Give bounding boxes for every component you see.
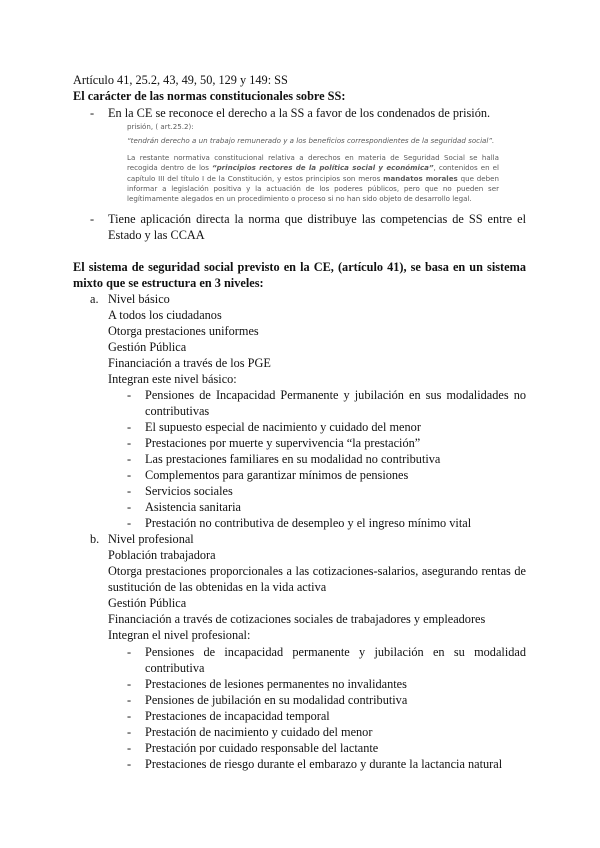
excerpt-text: , contenidos en el capítulo III del título I de la Constitución, y estos principios son meros: [127, 163, 499, 183]
basico-bullet-item: Las prestaciones familiares en su modalidad no contributiva: [145, 452, 441, 466]
profesional-bullet-item: Pensiones de incapacidad permanente y jubilación en su modalidad: [145, 645, 526, 659]
excerpt-ref: prisión, ( art.25.2):: [127, 122, 194, 131]
nivel-basico-title: Nivel básico: [108, 292, 170, 306]
nivel-profesional-line-cont: sustitución de las obtenidas en la vida activa: [108, 580, 327, 594]
section-title-normas: El carácter de las normas constitucionales sobre SS:: [73, 89, 346, 103]
excerpt-mandatos: mandatos morales: [383, 173, 458, 183]
nivel-basico-line: Otorga prestaciones uniformes: [108, 324, 259, 338]
dash-bullet: -: [127, 420, 132, 434]
basico-bullet-item: Servicios sociales: [145, 484, 233, 498]
dash-bullet: -: [127, 645, 132, 659]
nivel-basico-line: Integran este nivel básico:: [108, 372, 237, 386]
nivel-profesional-line: Integran el nivel profesional:: [108, 628, 251, 642]
basico-bullet-item: Prestaciones por muerte y supervivencia “la prestación”: [145, 436, 421, 450]
profesional-bullet-item: Prestación de nacimiento y cuidado del menor: [145, 725, 373, 739]
excerpt-text: que deben informar a legislación positiva y la actuación de los poderes públicos, pero que no pueden ser legítimamente alegados en un procedimiento o proceso si no han sido objeto de desarrollo legal.: [127, 173, 499, 204]
nivel-profesional-line: Gestión Pública: [108, 596, 187, 610]
nivel-profesional-line: Financiación a través de cotizaciones sociales de trabajadores y empleadores: [108, 612, 486, 626]
dash-bullet: -: [127, 677, 132, 691]
excerpt-paragraph: [127, 153, 499, 205]
dash-bullet: -: [127, 484, 132, 498]
section-title-sistema: El sistema de seguridad social previsto en la CE, (artículo 41), se basa en un sistema: [73, 260, 526, 274]
nivel-basico-line: Financiación a través de los PGE: [108, 356, 271, 370]
dash-bullet: -: [127, 516, 132, 530]
dash-bullet: -: [127, 757, 132, 771]
dash-bullet: -: [127, 725, 132, 739]
profesional-bullet-item: Prestaciones de lesiones permanentes no invalidantes: [145, 677, 407, 691]
nivel-profesional-title: Nivel profesional: [108, 532, 194, 546]
item-derecho-condenados: En la CE se reconoce el derecho a la SS a favor de los condenados de prisión.: [108, 106, 491, 120]
dash-bullet: -: [90, 106, 95, 120]
quoted-excerpt: [127, 122, 499, 205]
basico-bullet-item: Prestación no contributiva de desempleo y el ingreso mínimo vital: [145, 516, 472, 530]
basico-bullet-item: Complementos para garantizar mínimos de pensiones: [145, 468, 409, 482]
dash-bullet: -: [127, 741, 132, 755]
nivel-basico-line: A todos los ciudadanos: [108, 308, 222, 322]
profesional-bullet-item: Prestación por cuidado responsable del lactante: [145, 741, 379, 755]
nivel-profesional-line: Otorga prestaciones proporcionales a las cotizaciones-salarios, asegurando rentas de: [108, 564, 526, 578]
profesional-bullet-item: Prestaciones de riesgo durante el embarazo y durante la lactancia natural: [145, 757, 503, 771]
section-title-sistema-cont: mixto que se estructura en 3 niveles:: [73, 276, 264, 290]
item-competencias-cont: Estado y las CCAA: [108, 228, 205, 242]
excerpt-principios: “principios rectores de la política social y económica”: [212, 163, 434, 173]
basico-bullet-item: Asistencia sanitaria: [145, 500, 241, 514]
dash-bullet: -: [127, 388, 132, 402]
dash-bullet: -: [127, 693, 132, 707]
dash-bullet: -: [127, 452, 132, 466]
article-heading: Artículo 41, 25.2, 43, 49, 50, 129 y 149: SS: [73, 73, 288, 87]
dash-bullet: -: [127, 500, 132, 514]
profesional-bullet-item: Pensiones de jubilación en su modalidad contributiva: [145, 693, 408, 707]
list-marker-b: b.: [90, 532, 100, 546]
dash-bullet: -: [127, 468, 132, 482]
basico-bullet-item-cont: contributivas: [145, 404, 210, 418]
excerpt-text: La restante normativa constitucional relativa a derechos en materia de Seguridad Social se halla recogida dentro de los: [127, 152, 499, 173]
basico-bullet-item: El supuesto especial de nacimiento y cuidado del menor: [145, 420, 421, 434]
nivel-profesional-line: Población trabajadora: [108, 548, 216, 562]
dash-bullet: -: [127, 709, 132, 723]
profesional-bullet-item: Prestaciones de incapacidad temporal: [145, 709, 330, 723]
nivel-basico-line: Gestión Pública: [108, 340, 187, 354]
excerpt-quote: “tendrán derecho a un trabajo remunerado y a los beneficios correspondientes de la seguridad social”.: [127, 136, 495, 146]
item-competencias: Tiene aplicación directa la norma que distribuye las competencias de SS entre el: [108, 212, 526, 226]
dash-bullet: -: [90, 212, 95, 226]
basico-bullet-item: Pensiones de Incapacidad Permanente y jubilación en sus modalidades no: [145, 388, 526, 402]
profesional-bullet-item-cont: contributiva: [145, 661, 205, 675]
dash-bullet: -: [127, 436, 132, 450]
list-marker-a: a.: [90, 292, 99, 306]
